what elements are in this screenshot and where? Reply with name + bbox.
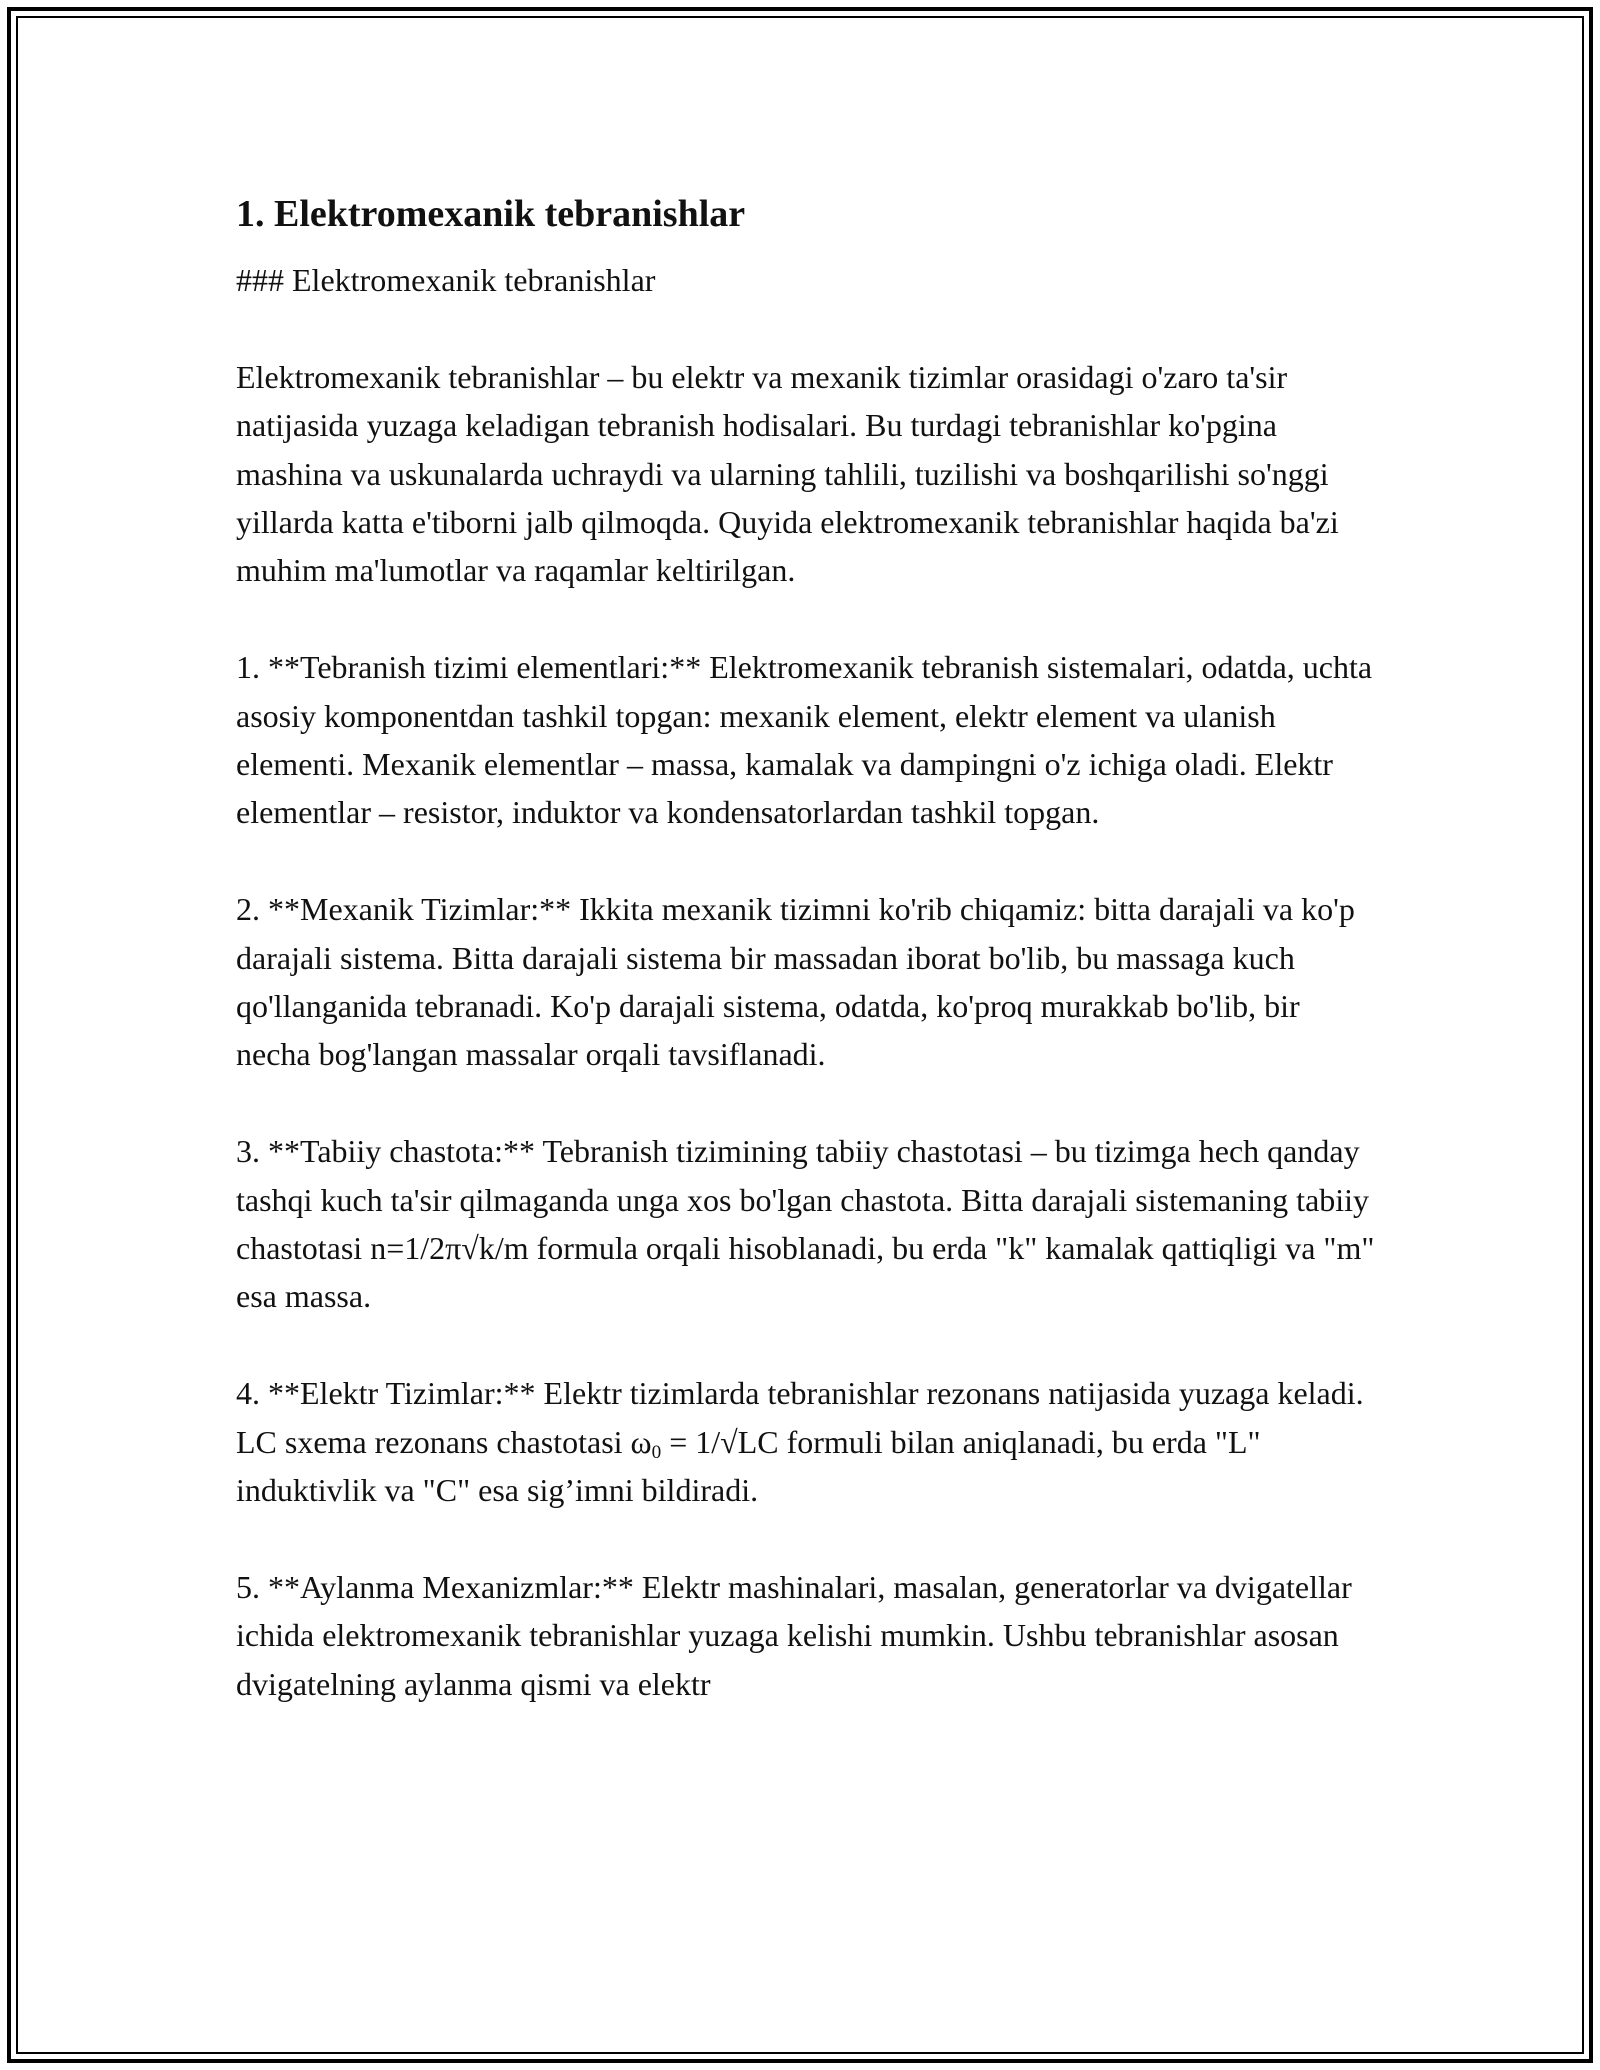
intro-paragraph: Elektromexanik tebranishlar – bu elektr va mexanik tizimlar orasidagi o'zaro ta'sir natijasida yuzaga keladigan tebranish hodisalari. Bu turdagi tebranishlar ko'pgina mashina va uskunalarda uchraydi va ularning tahlili, tuzilishi va boshqarilishi so'nggi yillarda katta e'tiborni jalb qilmoqda. Quyida elektromexanik tebranishlar haqida ba'zi muhim ma'lumotlar va raqamlar keltirilgan. <box>236 358 1339 589</box>
list-item-5: 5. **Aylanma Mexanizmlar:** Elektr mashinalari, masalan, generatorlar va dvigatellar ichida elektromexanik tebranishlar yuzaga kelishi mumkin. Ushbu tebranishlar asosan dvigatelning aylanma qismi va elektr <box>236 1568 1352 1702</box>
list-item-1: 1. **Tebranish tizimi elementlari:** Elektromexanik tebranish sistemalari, odatda, uchta asosiy komponentdan tashkil topgan: mexanik element, elektr element va ulanish elementi. Mexanik elementlar – massa, kamalak va dampingni o'z ichiga oladi. Elektr elementlar – resistor, induktor va kondensatorlardan tashkil topgan. <box>236 649 1373 831</box>
omega-subscript: 0 <box>651 1441 662 1463</box>
document-body <box>236 186 1376 1708</box>
list-item-4 <box>236 1369 1376 1514</box>
list-item-4-text-before: 4. **Elektr Tizimlar:** Elektr tizimlarda tebranishlar rezonans natijasida yuzaga keladi. LC sxema rezonans chastotasi ω <box>236 1375 1364 1460</box>
subheading-text: ### Elektromexanik tebranishlar <box>236 262 656 298</box>
list-item-3: 3. **Tabiiy chastota:** Tebranish tizimining tabiiy chastotasi – bu tizimga hech qanday tashqi kuch ta'sir qilmaganda unga xos bo'lgan chastota. Bitta darajali sistemaning tabiiy chastotasi n=1/2π√k/m formula orqali hisoblanadi, bu erda "k" kamalak qattiqligi va "m" esa massa. <box>236 1133 1375 1315</box>
list-item-4-text-after: = 1/√LC formuli bilan aniqlanadi, bu erda "L" induktivlik va "C" esa sig’imni bildiradi. <box>236 1423 1261 1509</box>
list-item-2: 2. **Mexanik Tizimlar:** Ikkita mexanik tizimni ko'rib chiqamiz: bitta darajali va ko'p darajali sistema. Bitta darajali sistema bir massadan iborat bo'lib, bu massaga kuch qo'llanganida tebranadi. Ko'p darajali sistema, odatda, ko'proq murakkab bo'lib, bir necha bog'langan massalar orqali tavsiflanadi. <box>236 891 1355 1073</box>
document-heading: 1. Elektromexanik tebranishlar <box>236 193 746 235</box>
